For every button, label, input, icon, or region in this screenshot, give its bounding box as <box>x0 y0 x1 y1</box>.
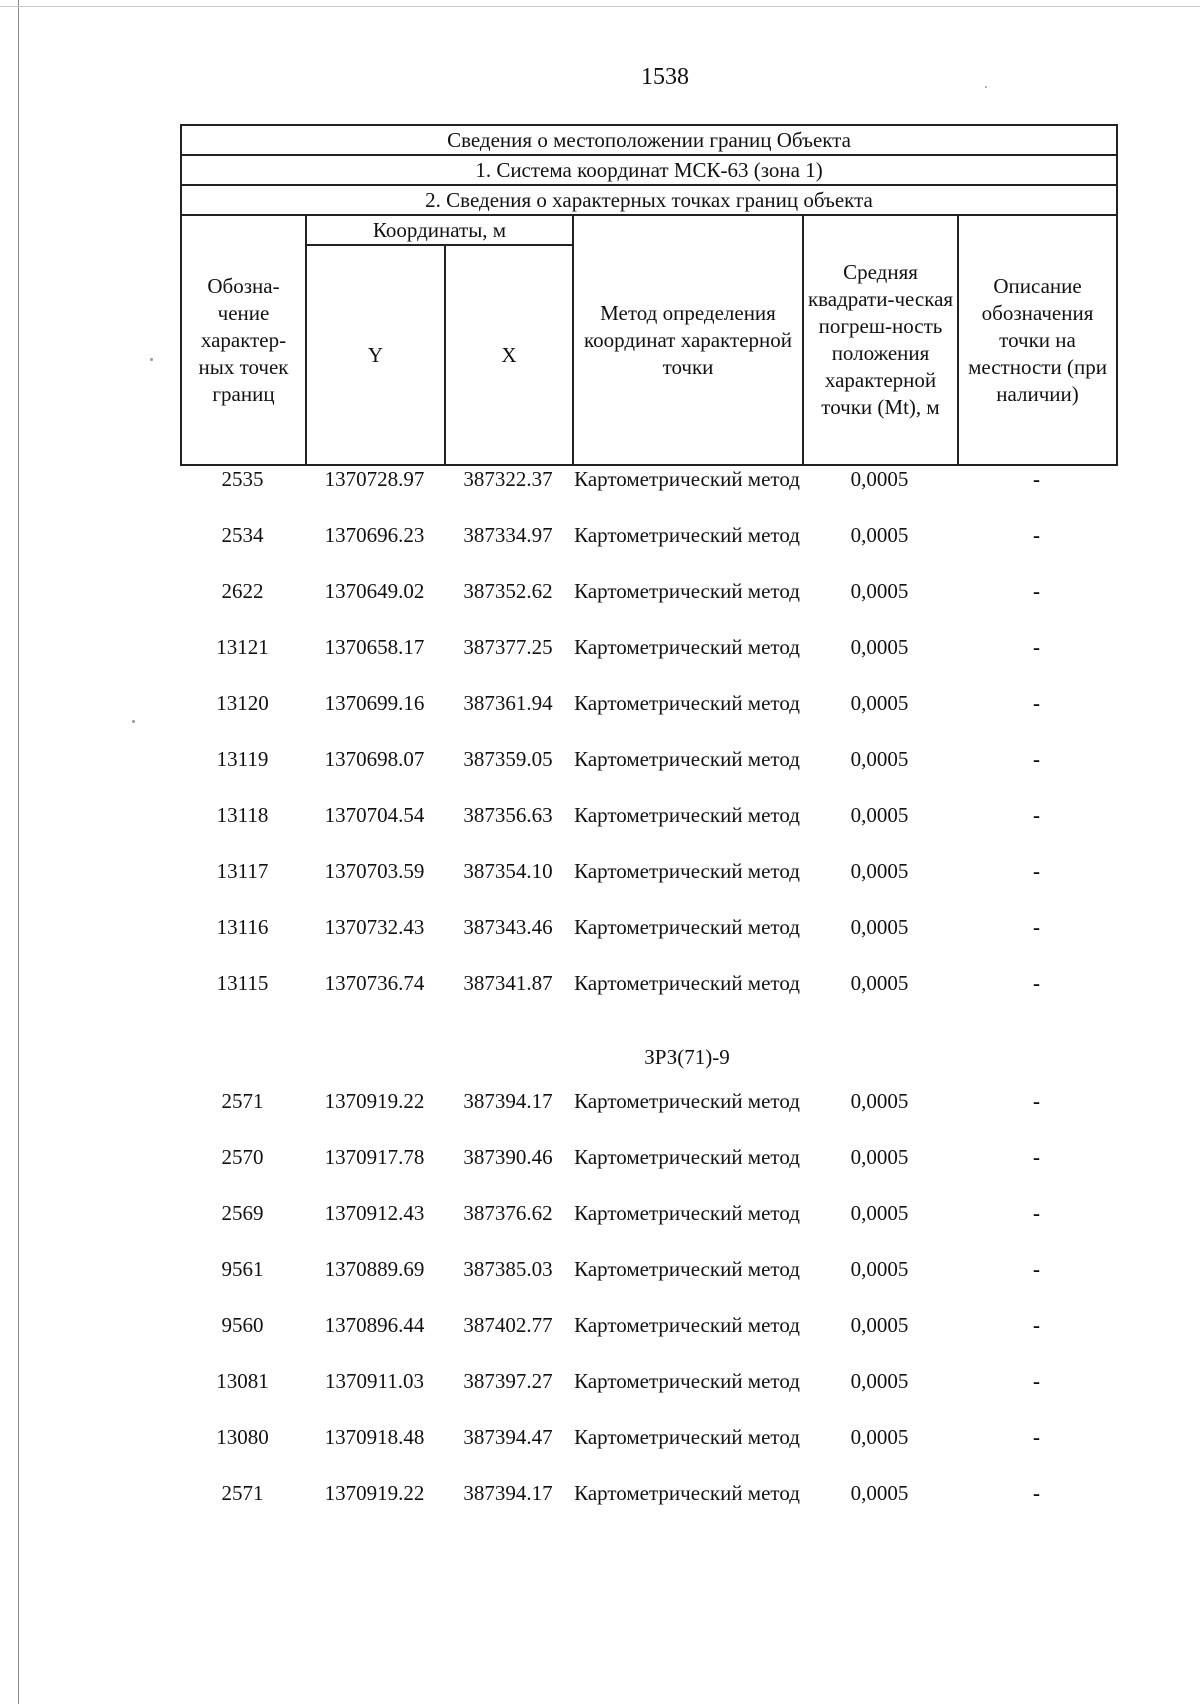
coordinate-y: 1370896.44 <box>324 1313 425 1337</box>
scan-speck <box>150 358 153 361</box>
point-description: - <box>1033 1257 1040 1281</box>
point-designation: 2571 <box>221 1089 264 1113</box>
coordinate-x: 387377.25 <box>463 635 553 659</box>
coordinate-x: 387322.37 <box>463 467 553 491</box>
table-row <box>180 1200 1116 1256</box>
point-designation: 2535 <box>221 467 264 491</box>
coordinate-x: 387376.62 <box>463 1201 553 1225</box>
coordinate-y: 1370699.16 <box>324 691 425 715</box>
table-header <box>180 124 1118 466</box>
scan-top-edge <box>0 6 1200 7</box>
coordinate-y: 1370698.07 <box>324 747 425 771</box>
point-description: - <box>1033 1145 1040 1169</box>
page-number: 1538 <box>641 64 689 90</box>
coordinate-y: 1370736.74 <box>324 971 425 995</box>
location-title: Сведения о местоположении границ Объекта <box>181 125 1117 155</box>
method: Картометрический метод <box>574 971 800 995</box>
coordinate-x: 387354.10 <box>463 859 553 883</box>
points-info-title: 2. Сведения о характерных точках границ объекта <box>181 185 1117 215</box>
table-row <box>180 1144 1116 1200</box>
coordinate-y: 1370696.23 <box>324 523 425 547</box>
table-row <box>180 690 1116 746</box>
coordinate-x: 387394.17 <box>463 1481 553 1505</box>
method: Картометрический метод <box>574 1369 800 1393</box>
point-designation: 13117 <box>216 859 269 883</box>
error-mt: 0,0005 <box>850 523 909 547</box>
coordinate-y: 1370919.22 <box>324 1089 425 1113</box>
point-description: - <box>1033 523 1040 547</box>
point-description: - <box>1033 1481 1040 1505</box>
table-row <box>180 1088 1116 1144</box>
error-mt: 0,0005 <box>850 1425 909 1449</box>
section-label: ЗРЗ(71)-9 <box>644 1044 730 1069</box>
point-description: - <box>1033 1089 1040 1113</box>
coordinate-x: 387385.03 <box>463 1257 553 1281</box>
point-description: - <box>1033 1369 1040 1393</box>
coordinate-y: 1370732.43 <box>324 915 425 939</box>
method: Картометрический метод <box>574 915 800 939</box>
error-mt: 0,0005 <box>850 859 909 883</box>
table-row <box>180 858 1116 914</box>
point-description: - <box>1033 747 1040 771</box>
error-mt: 0,0005 <box>850 467 909 491</box>
method: Картометрический метод <box>574 1201 800 1225</box>
coordinate-y: 1370917.78 <box>324 1145 425 1169</box>
coordinates-header: Координаты, м <box>306 215 573 245</box>
coordinate-y: 1370889.69 <box>324 1257 425 1281</box>
error-mt: 0,0005 <box>850 1201 909 1225</box>
point-description: - <box>1033 579 1040 603</box>
table-body <box>180 466 1116 1536</box>
table-row <box>180 1256 1116 1312</box>
coordinate-y: 1370919.22 <box>324 1481 425 1505</box>
method: Картометрический метод <box>574 579 800 603</box>
point-designation: 9561 <box>221 1257 264 1281</box>
coordinate-x: 387394.47 <box>463 1425 553 1449</box>
point-description: - <box>1033 635 1040 659</box>
point-designation: 13081 <box>216 1369 269 1393</box>
error-mt: 0,0005 <box>850 635 909 659</box>
error-mt: 0,0005 <box>850 579 909 603</box>
error-mt: 0,0005 <box>850 691 909 715</box>
table-row <box>180 634 1116 690</box>
coordinate-x: 387394.17 <box>463 1089 553 1113</box>
point-designation: 13119 <box>216 747 269 771</box>
section-label-spacer <box>180 1026 572 1088</box>
coordinate-y: 1370918.48 <box>324 1425 425 1449</box>
point-description: - <box>1033 691 1040 715</box>
section-label-row <box>180 1026 1116 1088</box>
coordinate-x: 387390.46 <box>463 1145 553 1169</box>
error-mt: 0,0005 <box>850 747 909 771</box>
coordinate-x: 387356.63 <box>463 803 553 827</box>
error-mt: 0,0005 <box>850 1313 909 1337</box>
error-mt: 0,0005 <box>850 971 909 995</box>
coordinate-x: 387341.87 <box>463 971 553 995</box>
table-row <box>180 1368 1116 1424</box>
description-header: Описание обозначения точки на местности (при наличии) <box>958 215 1117 465</box>
method: Картометрический метод <box>574 467 800 491</box>
point-designation: 2569 <box>221 1201 264 1225</box>
method: Картометрический метод <box>574 1145 800 1169</box>
method: Картометрический метод <box>574 859 800 883</box>
scan-left-edge <box>18 0 19 1704</box>
point-designation: 13120 <box>216 691 269 715</box>
method: Картометрический метод <box>574 803 800 827</box>
error-mt: 0,0005 <box>850 1089 909 1113</box>
coordinate-x: 387352.62 <box>463 579 553 603</box>
table-row <box>180 466 1116 522</box>
point-designation: 2622 <box>221 579 264 603</box>
table-row <box>180 746 1116 802</box>
method: Картометрический метод <box>574 747 800 771</box>
coordinate-y: 1370658.17 <box>324 635 425 659</box>
error-mt: 0,0005 <box>850 803 909 827</box>
coordinate-x: 387334.97 <box>463 523 553 547</box>
point-description: - <box>1033 467 1040 491</box>
point-designation: 13116 <box>216 915 269 939</box>
point-designation: 13080 <box>216 1425 269 1449</box>
point-description: - <box>1033 1313 1040 1337</box>
point-description: - <box>1033 1425 1040 1449</box>
method: Картометрический метод <box>574 635 800 659</box>
point-description: - <box>1033 971 1040 995</box>
coordinate-x: 387359.05 <box>463 747 553 771</box>
coordinates-table <box>180 124 1116 1536</box>
table-row <box>180 802 1116 858</box>
coordinate-x: 387361.94 <box>463 691 553 715</box>
method: Картометрический метод <box>574 1313 800 1337</box>
point-designation: 13118 <box>216 803 269 827</box>
table-row <box>180 970 1116 1026</box>
method: Картометрический метод <box>574 1089 800 1113</box>
table-row <box>180 1312 1116 1368</box>
coordinate-y: 1370728.97 <box>324 467 425 491</box>
table-row <box>180 1480 1116 1536</box>
point-designation: 13121 <box>216 635 269 659</box>
scan-speck <box>132 720 135 723</box>
x-header: X <box>445 245 573 465</box>
point-description: - <box>1033 803 1040 827</box>
error-mt: 0,0005 <box>850 1145 909 1169</box>
method: Картометрический метод <box>574 1425 800 1449</box>
method: Картометрический метод <box>574 1257 800 1281</box>
table-row <box>180 1424 1116 1480</box>
method: Картометрический метод <box>574 691 800 715</box>
error-mt: 0,0005 <box>850 1369 909 1393</box>
point-designation: 13115 <box>216 971 269 995</box>
method: Картометрический метод <box>574 1481 800 1505</box>
section-label-spacer <box>802 1026 1116 1088</box>
coordinate-x: 387397.27 <box>463 1369 553 1393</box>
error-mt: 0,0005 <box>850 1257 909 1281</box>
coordinate-system-title: 1. Система координат МСК-63 (зона 1) <box>181 155 1117 185</box>
error-mt: 0,0005 <box>850 1481 909 1505</box>
point-description: - <box>1033 915 1040 939</box>
coordinate-y: 1370912.43 <box>324 1201 425 1225</box>
coordinate-y: 1370703.59 <box>324 859 425 883</box>
point-designation: 2534 <box>221 523 264 547</box>
y-header: Y <box>306 245 445 465</box>
method: Картометрический метод <box>574 523 800 547</box>
coordinate-x: 387343.46 <box>463 915 553 939</box>
coordinate-y: 1370911.03 <box>325 1369 424 1393</box>
point-description: - <box>1033 859 1040 883</box>
point-designation: 9560 <box>221 1313 264 1337</box>
coordinate-x: 387402.77 <box>463 1313 553 1337</box>
point-designation: 2571 <box>221 1481 264 1505</box>
table-row <box>180 522 1116 578</box>
point-description: - <box>1033 1201 1040 1225</box>
table-row <box>180 914 1116 970</box>
error-header: Средняя квадрати-ческая погреш-ность положения характерной точки (Mt), м <box>803 215 958 465</box>
coordinate-y: 1370704.54 <box>324 803 425 827</box>
error-mt: 0,0005 <box>850 915 909 939</box>
designation-header: Обозна-чение характер-ных точек границ <box>181 215 306 465</box>
table-row <box>180 578 1116 634</box>
method-header: Метод определения координат характерной точки <box>573 215 803 465</box>
point-designation: 2570 <box>221 1145 264 1169</box>
coordinate-y: 1370649.02 <box>324 579 425 603</box>
